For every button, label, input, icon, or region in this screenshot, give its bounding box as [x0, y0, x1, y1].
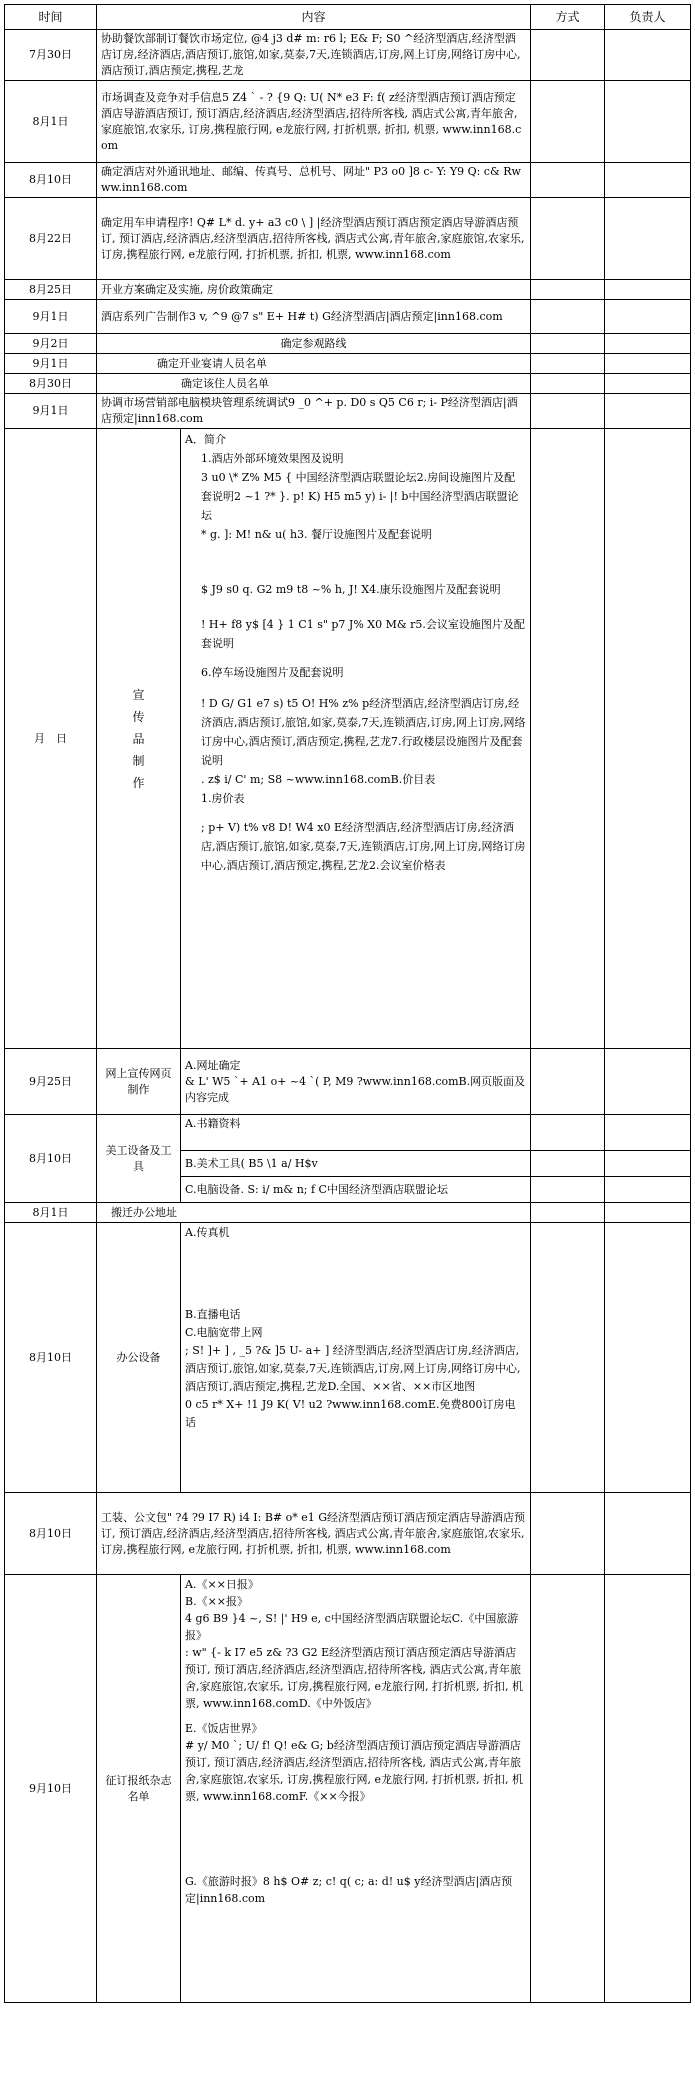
row-method [531, 81, 605, 163]
row-date: 9月1日 [5, 394, 97, 429]
row-date: 8月10日 [5, 163, 97, 198]
row-method [531, 1115, 605, 1151]
row-owner [605, 1115, 691, 1151]
spacer [185, 1712, 526, 1720]
spacer [185, 544, 526, 580]
content-line: * g. ]: M! n& u( h3. 餐厅设施图片及配套说明 [201, 528, 433, 541]
row-owner [605, 334, 691, 354]
row-owner [605, 1493, 691, 1575]
row-content: C.电脑设备. S: i/ m& n; f C中国经济型酒店联盟论坛 [181, 1177, 531, 1203]
table-row [5, 1049, 691, 1115]
row-content: 搬迁办公地址 [97, 1203, 531, 1223]
table-row [5, 300, 691, 334]
row-owner [605, 1575, 691, 2003]
table-row [5, 1115, 691, 1151]
row-content: 确定开业宴请人员名单 [97, 354, 531, 374]
content-line: : w" {- k I7 e5 z& ?3 G2 E经济型酒店预订酒店预定酒店导游酒店预订, 预订酒店,经济酒店,经济型酒店,招待所客栈, 酒店式公寓,青年旅舍,家庭旅馆,农家乐, 订房,携程旅行网, e龙旅行网, 打折机票, 折扣, 机票, www.inn168.comD.《中外饭店》 [185, 1646, 523, 1710]
row-owner [605, 300, 691, 334]
content-line: E.《饭店世界》 [185, 1722, 263, 1735]
row-date: 9月2日 [5, 334, 97, 354]
row-content [181, 429, 531, 1049]
row-date: 9月1日 [5, 354, 97, 374]
spacer [185, 808, 526, 818]
row-date: 8月1日 [5, 81, 97, 163]
row-date: 8月30日 [5, 374, 97, 394]
row-content: A.网址确定 & L' W5 `+ A1 o+ ~4 `( P, M9 ?www.inn168.comB.网页版面及内容完成 [181, 1049, 531, 1115]
row-owner [605, 429, 691, 1049]
content-line: B.直播电话 [185, 1308, 241, 1321]
content-line: G.《旅游时报》8 h$ O# z; c! q( c; a: d! u$ y经济型酒店|酒店预定|inn168.com [185, 1875, 513, 1905]
row-content: 协调市场营销部电脑模块管理系统调试9 _0 ^+ p. D0 s Q5 C6 r; i- P经济型酒店|酒店预定|inn168.com [97, 394, 531, 429]
row-method [531, 334, 605, 354]
row-content: 协助餐饮部制订餐饮市场定位, @4 j3 d# m: r6 l; E& F; S0 ^经济型酒店,经济型酒店订房,经济酒店,酒店预订,旅馆,如家,莫泰,7天,连锁酒店,订房,网上订房,网络订房中心,酒店预订,酒店预定,携程,艺龙 [97, 30, 531, 81]
content-line: 3 u0 \* Z% M5 { 中国经济型酒店联盟论坛2.房间设施图片及配套说明2 ~1 ?* }. p! K) H5 m5 y) i- |! b中国经济型酒店联盟论坛 [201, 471, 519, 522]
content-line: 4 g6 B9 }4 ~, S! |' H9 e, c中国经济型酒店联盟论坛C.《中国旅游报》 [185, 1612, 519, 1642]
spacer [185, 682, 526, 694]
row-method [531, 429, 605, 1049]
header-content: 内容 [97, 5, 531, 30]
row-method [531, 198, 605, 280]
row-owner [605, 163, 691, 198]
row-content: B.美术工具( B5 \1 a/ H$v [181, 1151, 531, 1177]
row-method [531, 1493, 605, 1575]
row-activity: 网上宣传网页制作 [97, 1049, 181, 1115]
schedule-table [4, 4, 691, 2003]
row-date: 8月10日 [5, 1115, 97, 1203]
row-method [531, 1223, 605, 1493]
row-date: 7月30日 [5, 30, 97, 81]
row-content: 工装、公文包" ?4 ?9 I7 R) i4 I: B# o* e1 G经济型酒店预订酒店预定酒店导游酒店预订, 预订酒店,经济酒店,经济型酒店,招待所客栈, 酒店式公寓,青年旅舍,家庭旅馆,农家乐, 订房,携程旅行网, e龙旅行网, 打折机票, 折扣, 机票, www.inn168.com [97, 1493, 531, 1575]
row-date: 8月22日 [5, 198, 97, 280]
content-line: ; p+ V) t% v8 D! W4 x0 E经济型酒店,经济型酒店订房,经济酒店,酒店预订,旅馆,如家,莫泰,7天,连锁酒店,订房,网上订房,网络订房中心,酒店预订,酒店预定,携程,艺龙2.会议室价格表 [201, 821, 526, 872]
row-date: 8月1日 [5, 1203, 97, 1223]
table-row [5, 1203, 691, 1223]
row-activity [97, 429, 181, 1049]
row-date: 8月10日 [5, 1493, 97, 1575]
table-row [5, 163, 691, 198]
row-date: 9月10日 [5, 1575, 97, 2003]
row-content: 确定参观路线 [97, 334, 531, 354]
content-line: A．简介 [185, 433, 226, 446]
row-date: 8月10日 [5, 1223, 97, 1493]
activity-label: 宣传品制作 [132, 687, 145, 790]
content-line: 1.酒店外部环境效果图及说明 [201, 452, 344, 465]
content-line: 0 c5 r* X+ !1 J9 K( V! u2 ?www.inn168.comE.免费800订房电话 [185, 1398, 516, 1429]
row-method [531, 1049, 605, 1115]
table-row [5, 1493, 691, 1575]
table-row [5, 394, 691, 429]
row-activity: 美工设备及工具 [97, 1115, 181, 1203]
table-row [5, 334, 691, 354]
spacer [185, 1805, 526, 1873]
table-row [5, 30, 691, 81]
table-row-office-equipment [5, 1223, 691, 1493]
content-line: 6.停车场设施图片及配套说明 [201, 666, 344, 679]
row-method [531, 1203, 605, 1223]
spacer [185, 653, 526, 663]
header-method: 方式 [531, 5, 605, 30]
spacer [185, 599, 526, 615]
row-content: 酒店系列广告制作3 v, ^9 @7 s" E+ H# t) G经济型酒店|酒店预定|inn168.com [97, 300, 531, 334]
row-owner [605, 81, 691, 163]
content-line: C.电脑宽带上网 [185, 1326, 263, 1339]
row-owner [605, 354, 691, 374]
table-row [5, 374, 691, 394]
header-date: 时间 [5, 5, 97, 30]
row-owner [605, 374, 691, 394]
row-owner [605, 1203, 691, 1223]
row-method [531, 300, 605, 334]
row-method [531, 1575, 605, 2003]
row-content: 确定酒店对外通讯地址、邮编、传真号、总机号、网址" P3 o0 ]8 c- Y: Y9 Q: c& Rwww.inn168.com [97, 163, 531, 198]
row-owner [605, 1177, 691, 1203]
table-row-newspaper-list [5, 1575, 691, 2003]
row-content: 开业方案确定及实施, 房价政策确定 [97, 280, 531, 300]
row-owner [605, 1049, 691, 1115]
row-content: 市场调查及竞争对手信息5 Z4 ` - ? {9 Q: U( N* e3 F: f( z经济型酒店预订酒店预定酒店导游酒店预订, 预订酒店,经济酒店,经济型酒店,招待所客栈, 酒店式公寓,青年旅舍,家庭旅馆,农家乐, 订房,携程旅行网, e龙旅行网, 打折机票, 折扣, 机票, www.inn168.com [97, 81, 531, 163]
row-activity: 办公设备 [97, 1223, 181, 1493]
row-date: 9月25日 [5, 1049, 97, 1115]
row-method [531, 354, 605, 374]
table-row [5, 198, 691, 280]
row-owner [605, 1151, 691, 1177]
content-line: A.《××日报》 [185, 1578, 259, 1591]
row-content: 确定用车申请程序! Q# L* d. y+ a3 c0 \ ] |经济型酒店预订酒店预定酒店导游酒店预订, 预订酒店,经济酒店,经济型酒店,招待所客栈, 酒店式公寓,青年旅舍,家庭旅馆,农家乐, 订房,携程旅行网, e龙旅行网, 打折机票, 折扣, 机票, www.inn168.com [97, 198, 531, 280]
row-method [531, 280, 605, 300]
row-owner [605, 280, 691, 300]
row-content: A.书籍资料 [181, 1115, 531, 1151]
row-date: 8月25日 [5, 280, 97, 300]
row-activity: 征订报纸杂志名单 [97, 1575, 181, 2003]
row-method [531, 163, 605, 198]
row-content: 确定该住人员名单 [97, 374, 531, 394]
row-method [531, 394, 605, 429]
row-owner [605, 30, 691, 81]
content-line: $ J9 s0 q. G2 m9 t8 ~% h, J! X4.康乐设施图片及配套说明 [201, 583, 501, 596]
row-owner [605, 1223, 691, 1493]
content-line: ! D G/ G1 e7 s) t5 O! H% z% p经济型酒店,经济型酒店订房,经济酒店,酒店预订,旅馆,如家,莫泰,7天,连锁酒店,订房,网上订房,网络订房中心,酒店预订,酒店预定,携程,艺龙7.行政楼层设施图片及配套说明 [201, 697, 526, 767]
content-line: # y/ M0 `; U/ f! Q! e& G; b经济型酒店预订酒店预定酒店导游酒店预订, 预订酒店,经济酒店,经济型酒店,招待所客栈, 酒店式公寓,青年旅舍,家庭旅馆,农家乐, 订房,携程旅行网, e龙旅行网, 打折机票, 折扣, 机票, www.inn168.comF.《××今报》 [185, 1739, 523, 1803]
row-date: 月 日 [5, 429, 97, 1049]
row-method [531, 1151, 605, 1177]
row-method [531, 1177, 605, 1203]
content-line: B.《××报》 [185, 1595, 249, 1608]
row-date: 9月1日 [5, 300, 97, 334]
content-line: ! H+ f8 y$ [4 } 1 C1 s" p7 J% X0 M& r5.会议室设施图片及配套说明 [201, 618, 525, 650]
table-row [5, 354, 691, 374]
content-line: 1.房价表 [201, 792, 245, 805]
row-method [531, 374, 605, 394]
row-owner [605, 394, 691, 429]
spacer [185, 1242, 526, 1306]
content-line: ; S! ]+ ] , _5 ?& ]5 U- a+ ] 经济型酒店,经济型酒店订房,经济酒店,酒店预订,旅馆,如家,莫泰,7天,连锁酒店,订房,网上订房,网络订房中心,酒店预订,酒店预定,携程,艺龙D.全国、××省、××市区地图 [185, 1344, 521, 1393]
table-header-row [5, 5, 691, 30]
content-line: . z$ i/ C' m; S8 ~www.inn168.comB.价目表 [201, 773, 436, 786]
row-owner [605, 198, 691, 280]
table-row-promo-materials [5, 429, 691, 1049]
content-line: A.传真机 [185, 1226, 230, 1239]
row-method [531, 30, 605, 81]
header-owner: 负责人 [605, 5, 691, 30]
table-row [5, 280, 691, 300]
table-row [5, 81, 691, 163]
row-content [181, 1575, 531, 2003]
row-content [181, 1223, 531, 1493]
